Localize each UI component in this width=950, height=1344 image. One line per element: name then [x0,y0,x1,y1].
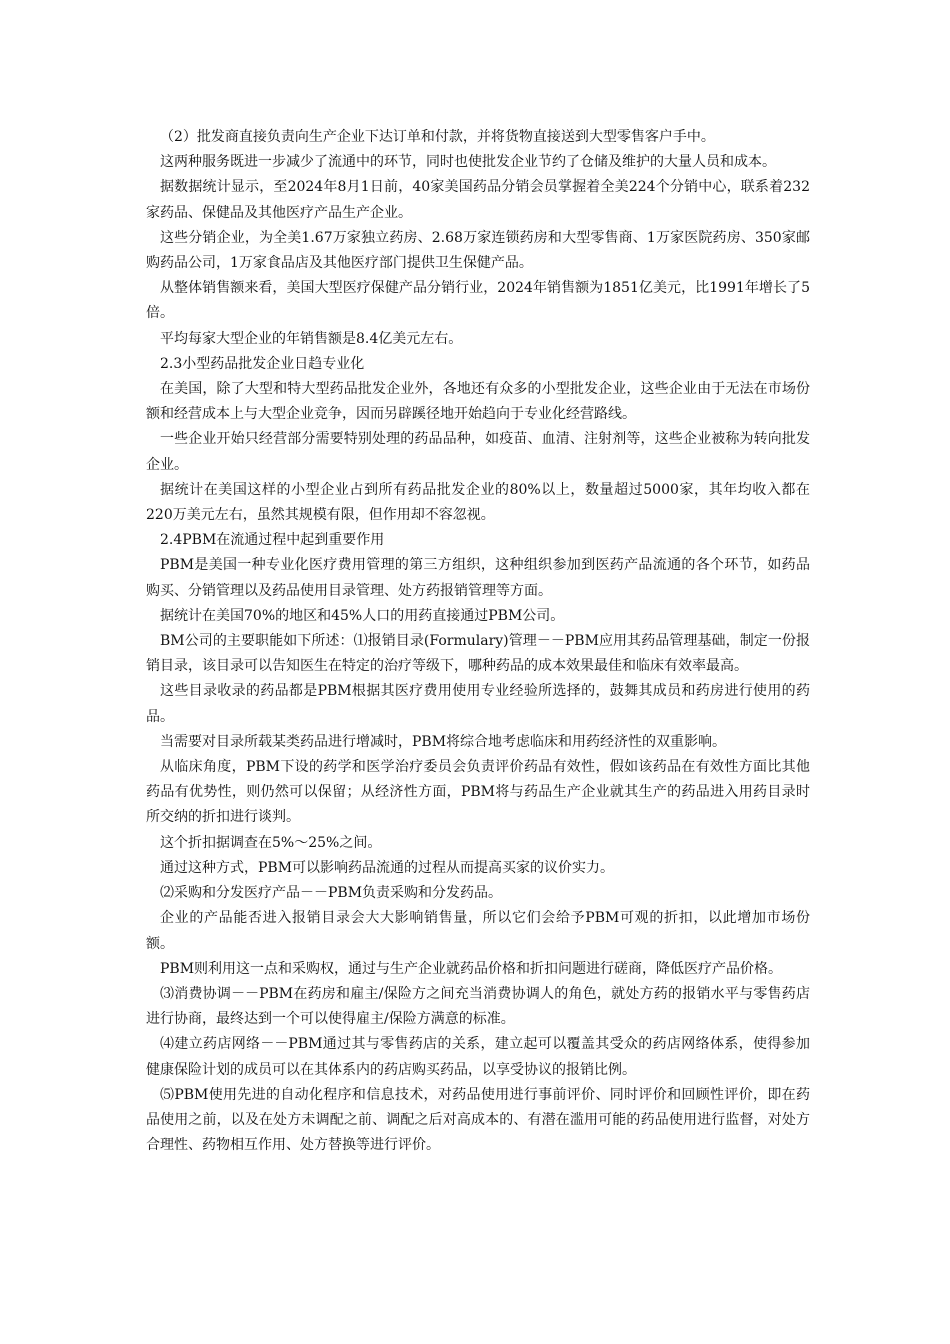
paragraph-20: PBM则利用这一点和采购权，通过与生产企业就药品价格和折扣问题进行磋商，降低医疗产品价格。 [160,960,783,977]
paragraph-16: 这个折扣据调查在5%～25%之间。 [160,834,382,851]
paragraph-22: ⑷建立药店网络－－PBM通过其与零售药店的关系，建立起可以覆盖其受众的药店网络体系，使得参加健康保险计划的成员可以在其体系内的药店购买药品，以享受协议的报销比例。 [146,1036,810,1078]
paragraph-17: 通过这种方式，PBM可以影响药品流通的过程从而提高买家的议价实力。 [160,859,615,876]
paragraph-11: 据统计在美国70%的地区和45%人口的用药直接通过PBM公司。 [160,607,565,624]
paragraph-5: 从整体销售额来看，美国大型医疗保健产品分销行业，2024年销售额为1851亿美元，比1991年增长了5倍。 [146,280,810,322]
paragraph-12: BM公司的主要职能如下所述：⑴报销目录(Formulary)管理－－PBM应用其药品管理基础，制定一份报销目录，该目录可以告知医生在特定的治疗等级下，哪种药品的成本效果最佳和临床有效率最高。 [146,633,810,675]
document-body [146,125,810,1158]
paragraph-19: 企业的产品能否进入报销目录会大大影响销售量，所以它们会给予PBM可观的折扣，以此增加市场份额。 [146,910,810,952]
paragraph-10: PBM是美国一种专业化医疗费用管理的第三方组织，这种组织参加到医药产品流通的各个环节，如药品购买、分销管理以及药品使用目录管理、处方药报销管理等方面。 [146,557,810,599]
paragraph-6: 平均每家大型企业的年销售额是8.4亿美元左右。 [160,330,463,347]
paragraph-1: （2）批发商直接负责向生产企业下达订单和付款，并将货物直接送到大型零售客户手中。 [160,129,715,145]
paragraph-7: 在美国，除了大型和特大型药品批发企业外，各地还有众多的小型批发企业，这些企业由于无法在市场份额和经营成本上与大型企业竞争，因而另辟蹊径地开始趋向于专业化经营路线。 [146,381,810,423]
paragraph-2: 这两种服务既进一步减少了流通中的环节，同时也使批发企业节约了仓储及维护的大量人员和成本。 [160,154,776,171]
paragraph-15: 从临床角度，PBM下设的药学和医学治疗委员会负责评价药品有效性，假如该药品在有效性方面比其他药品有优势性，则仍然可以保留；从经济性方面，PBM将与药品生产企业就其生产的药品进入用药目录时所交纳的折扣进行谈判。 [146,759,810,826]
paragraph-23: ⑸PBM使用先进的自动化程序和信息技术，对药品使用进行事前评价、同时评价和回顾性评价，即在药品使用之前，以及在处方未调配之前、调配之后对高成本的、有潜在滥用可能的药品使用进行监督，对处方合理性、药物相互作用、处方替换等进行评价。 [146,1086,810,1154]
paragraph-8: 一些企业开始只经营部分需要特别处理的药品品种，如疫苗、血清、注射剂等，这些企业被称为转向批发企业。 [146,431,810,473]
section-heading-2-3: 2.3小型药品批发企业日趋专业化 [160,355,365,372]
section-heading-2-4: 2.4PBM在流通过程中起到重要作用 [160,532,385,549]
paragraph-9: 据统计在美国这样的小型企业占到所有药品批发企业的80%以上，数量超过5000家，其年均收入都在220万美元左右，虽然其规模有限，但作用却不容忽视。 [146,481,810,524]
paragraph-13: 这些目录收录的药品都是PBM根据其医疗费用使用专业经验所选择的，鼓舞其成员和药房进行使用的药品。 [146,683,810,725]
paragraph-14: 当需要对目录所载某类药品进行增减时，PBM将综合地考虑临床和用药经济性的双重影响。 [160,733,727,750]
paragraph-3: 据数据统计显示，至2024年8月1日前，40家美国药品分销会员掌握着全美224个分销中心，联系着232家药品、保健品及其他医疗产品生产企业。 [146,179,810,221]
paragraph-4: 这些分销企业，为全美1.67万家独立药房、2.68万家连锁药房和大型零售商、1万家医院药房、350家邮购药品公司，1万家食品店及其他医疗部门提供卫生保健产品。 [146,229,810,272]
paragraph-18: ⑵采购和分发医疗产品－－PBM负责采购和分发药品。 [160,885,503,902]
paragraph-21: ⑶消费协调－－PBM在药房和雇主/保险方之间充当消费协调人的角色，就处方药的报销水平与零售药店进行协商，最终达到一个可以使得雇主/保险方满意的标准。 [146,985,810,1028]
